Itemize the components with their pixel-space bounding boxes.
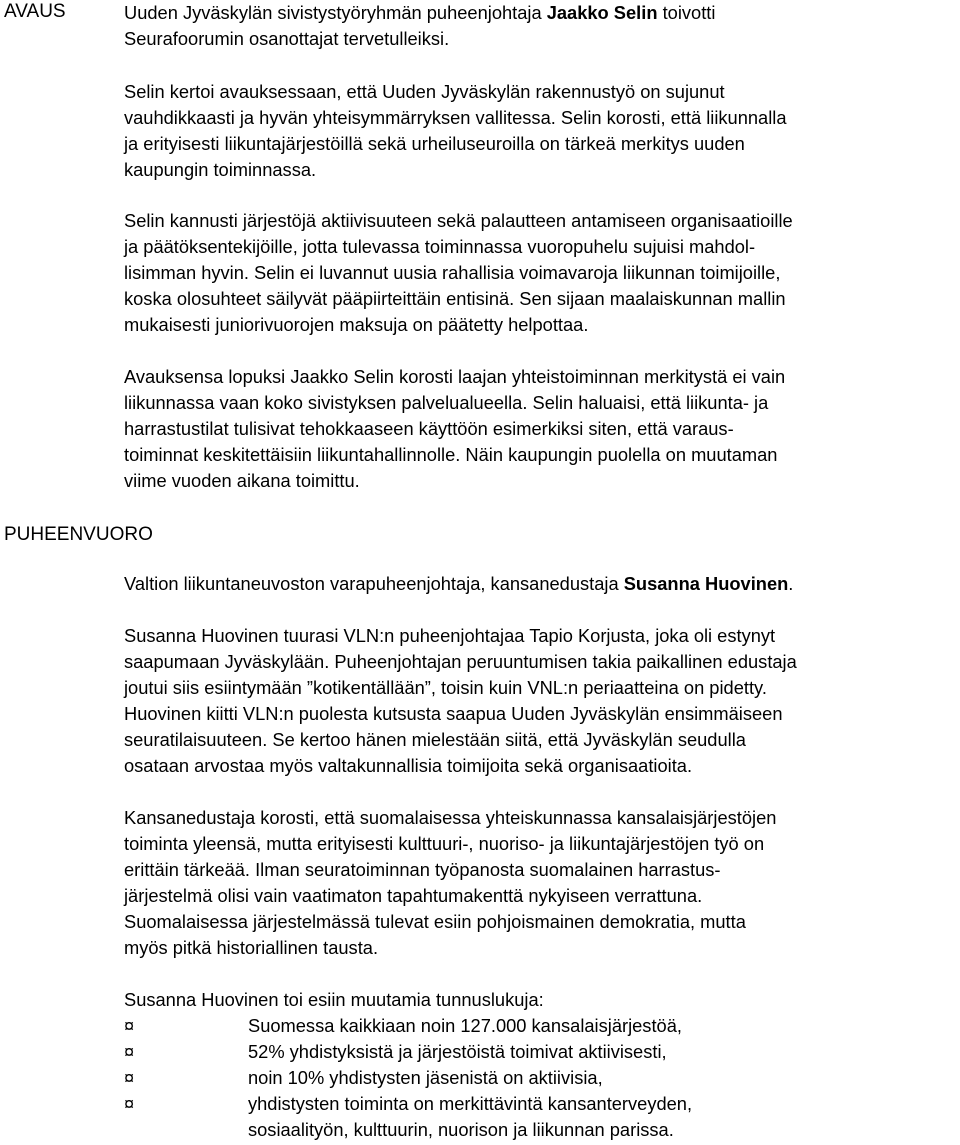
text-line: Susanna Huovinen tuurasi VLN:n puheenjohtajaa Tapio Korjusta, joka oli estynyt [124,625,776,646]
text-line: Valtion liikuntaneuvoston varapuheenjohtaja, kansanedustaja Susanna Huovinen. [124,573,794,594]
list-item-text: Suomessa kaikkiaan noin 127.000 kansalaisjärjestöä, [248,1015,682,1036]
text-line: Selin kertoi avauksessaan, että Uuden Jyväskylän rakennustyö on sujunut [124,81,725,102]
text-line: seuratilaisuuteen. Se kertoo hänen mielestään siitä, että Jyväskylän seudulla [124,729,746,750]
text-line: Susanna Huovinen toi esiin muutamia tunnuslukuja: [124,989,544,1010]
text-line: vauhdikkaasti ja hyvän yhteisymmärryksen vallitessa. Selin korosti, että liikunnalla [124,107,787,128]
text-line: toiminnat keskitettäisiin liikuntahallinnolle. Näin kaupungin puolella on muutaman [124,444,778,465]
list-item-text: 52% yhdistyksistä ja järjestöistä toimivat aktiivisesti, [248,1041,667,1062]
text-line: Kansanedustaja korosti, että suomalaisessa yhteiskunnassa kansalaisjärjestöjen [124,807,777,828]
text-line: Suomalaisessa järjestelmässä tulevat esiin pohjoismainen demokratia, mutta [124,911,746,932]
bullet-icon: ¤ [124,1093,135,1114]
avaus-paragraph-4 [124,364,958,494]
text-line: Seurafoorumin osanottajat tervetulleiksi. [124,28,450,49]
text-line: myös pitkä historiallinen tausta. [124,937,379,958]
text-line: erittäin tärkeää. Ilman seuratoiminnan työpanosta suomalainen harrastus- [124,859,721,880]
avaus-intro-paragraph [124,0,958,52]
text-line: Selin kannusti järjestöjä aktiivisuuteen sekä palautteen antamiseen organisaatioille [124,210,793,231]
speaker-name: Jaakko Selin [546,2,658,23]
list-item-text: yhdistysten toiminta on merkittävintä kansanterveyden, [248,1093,693,1114]
list-item-text: sosiaalityön, kulttuurin, nuorison ja liikunnan parissa. [248,1119,674,1140]
section-label-avaus: AVAUS [4,1,66,22]
text-line: joutui siis esiintymään ”kotikentällään”, toisin kuin VNL:n periaatteina on pidetty. [124,677,767,698]
text-line: Uuden Jyväskylän sivistystyöryhmän puheenjohtaja Jaakko Selin toivotti [124,2,716,23]
text-line: osataan arvostaa myös valtakunnallisia toimijoita sekä organisaatioita. [124,755,693,776]
text-line: koska olosuhteet säilyvät pääpiirteittäin entisinä. Sen sijaan maalaiskunnan mallin [124,288,786,309]
avaus-paragraph-3 [124,208,958,338]
speaker-name: Susanna Huovinen [623,573,789,594]
text-line: ja erityisesti liikuntajärjestöillä sekä urheiluseuroilla on tärkeä merkitys uuden [124,133,745,154]
text-line: Avauksensa lopuksi Jaakko Selin korosti laajan yhteistoiminnan merkitystä ei vain [124,366,786,387]
bullet-icon: ¤ [124,1015,135,1036]
section-label-puheenvuoro: PUHEENVUORO [4,524,153,545]
avaus-paragraph-2 [124,79,958,183]
text-line: Huovinen kiitti VLN:n puolesta kutsusta saapua Uuden Jyväskylän ensimmäiseen [124,703,783,724]
list-intro [124,987,958,1013]
puheenvuoro-paragraph-3 [124,805,958,961]
puheenvuoro-intro-paragraph [124,571,958,597]
list-item-text: noin 10% yhdistysten jäsenistä on aktiivisia, [248,1067,603,1088]
text-line: toiminta yleensä, mutta erityisesti kulttuuri-, nuoriso- ja liikuntajärjestöjen työ on [124,833,765,854]
text-line: mukaisesti juniorivuorojen maksuja on päätetty helpottaa. [124,314,589,335]
text-line: harrastustilat tulisivat tehokkaaseen käyttöön esimerkiksi siten, että varaus- [124,418,734,439]
text-line: ja päätöksentekijöille, jotta tulevassa toiminnassa vuoropuhelu sujuisi mahdol- [124,236,756,257]
bullet-icon: ¤ [124,1041,135,1062]
text-line: liikunnassa vaan koko sivistyksen palvelualueella. Selin haluaisi, että liikunta- ja [124,392,769,413]
bullet-icon: ¤ [124,1067,135,1088]
puheenvuoro-paragraph-2 [124,623,958,779]
text-line: saapumaan Jyväskylään. Puheenjohtajan peruuntumisen takia paikallinen edustaja [124,651,797,672]
text-line: järjestelmä olisi vain vaatimaton tapahtumakenttä nykyiseen verrattuna. [124,885,703,906]
text-line: lisimman hyvin. Selin ei luvannut uusia rahallisia voimavaroja liikunnan toimijoille, [124,262,781,283]
text-line: kaupungin toiminnassa. [124,159,317,180]
text-line: viime vuoden aikana toimittu. [124,470,360,491]
